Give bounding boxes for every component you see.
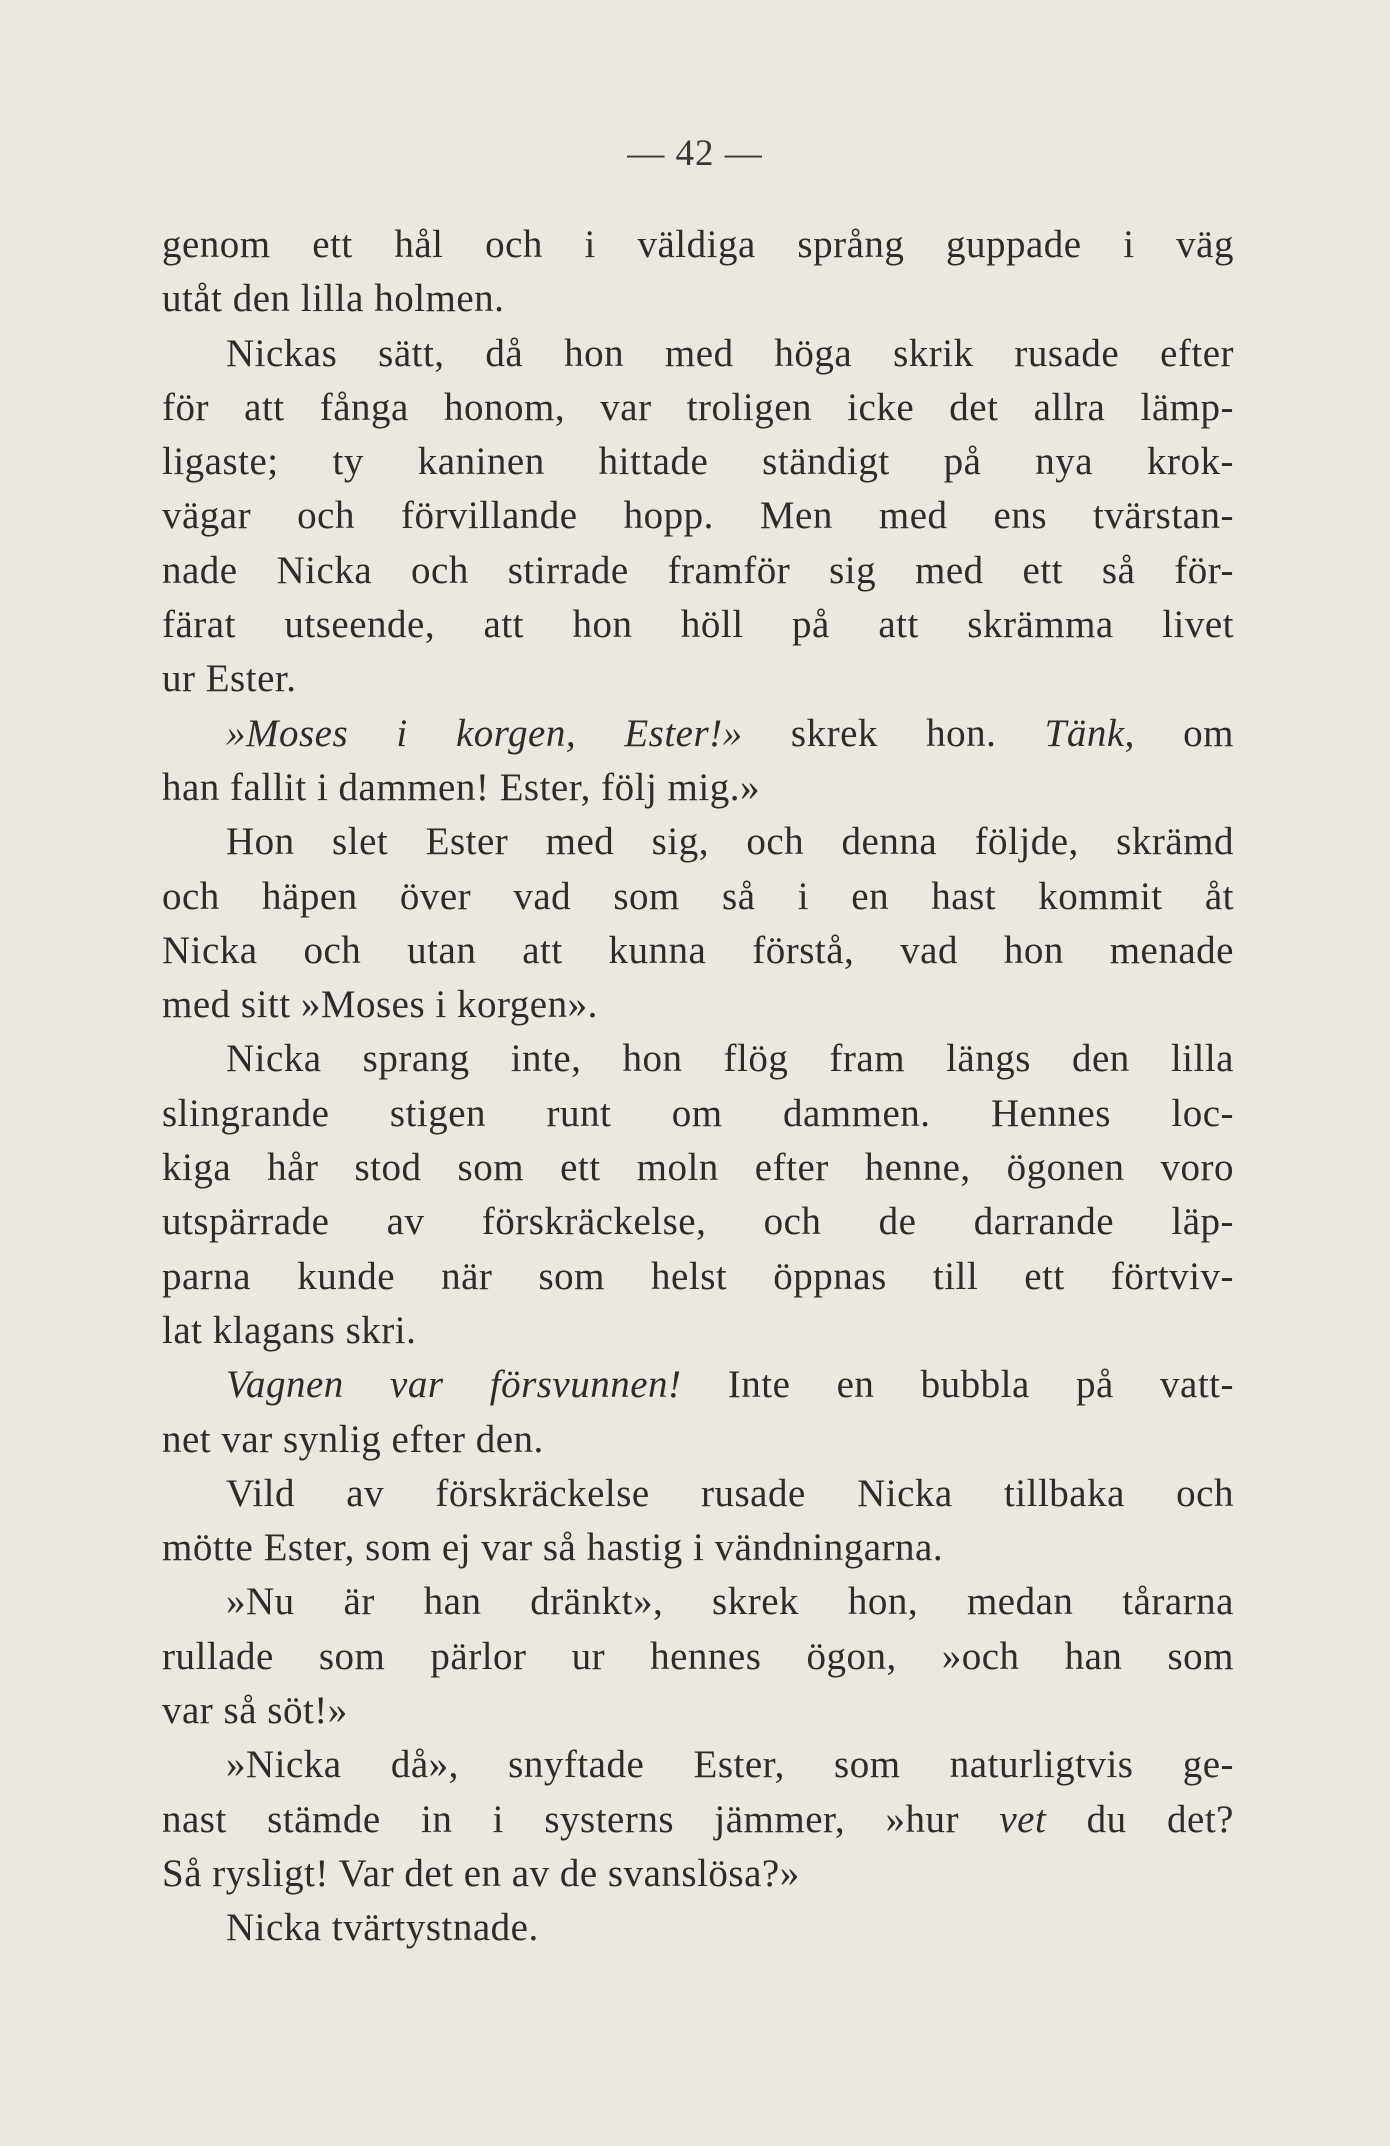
page-number: — 42 — — [627, 133, 763, 174]
text-line: genom ett hål och i väldiga språng guppade i väg — [162, 223, 1234, 266]
text-line: parna kunde när som helst öppnas till ett förtviv- — [162, 1254, 1234, 1298]
text-line: Så rysligt! Var det en av de svanslösa?» — [162, 1851, 800, 1895]
text-line: ligaste; ty kaninen hittade ständigt på nya krok- — [162, 440, 1234, 484]
text-line: utåt den lilla holmen. — [162, 277, 505, 321]
text-line: kiga hår stod som ett moln efter henne, ögonen voro — [162, 1146, 1234, 1190]
text-line: Nicka sprang inte, hon flög fram längs den lilla — [226, 1037, 1234, 1081]
text-line: lat klagans skri. — [162, 1308, 417, 1352]
text-line: »Moses i korgen, Ester!» skrek hon. Tänk, om — [226, 711, 1234, 755]
text-line: »Nicka då», snyftade Ester, som naturligtvis ge- — [226, 1743, 1234, 1787]
text-line: färat utseende, att hon höll på att skrämma livet — [162, 603, 1234, 647]
text-line: Nicka och utan att kunna förstå, vad hon menade — [162, 928, 1234, 972]
text-line: utspärrade av förskräckelse, och de darrande läp- — [162, 1200, 1234, 1244]
text-line: Hon slet Ester med sig, och denna följde, skrämd — [226, 820, 1234, 864]
text-line: Vild av förskräckelse rusade Nicka tillbaka och — [226, 1471, 1234, 1515]
text-line: Vagnen var försvunnen! Inte en bubbla på vatt- — [226, 1363, 1234, 1407]
text-line: rullade som pärlor ur hennes ögon, »och han som — [162, 1634, 1234, 1678]
text-line: med sitt »Moses i korgen». — [162, 983, 598, 1027]
text-line: för att fånga honom, var troligen icke det allra lämp- — [162, 385, 1234, 429]
text-line: slingrande stigen runt om dammen. Hennes loc- — [162, 1091, 1234, 1135]
text-line: ur Ester. — [162, 657, 297, 701]
text-line: nade Nicka och stirrade framför sig med ett så för- — [162, 548, 1234, 592]
text-line: var så söt!» — [162, 1689, 348, 1733]
text-line: net var synlig efter den. — [162, 1417, 544, 1461]
text-line: mötte Ester, som ej var så hastig i vändningarna. — [162, 1526, 944, 1570]
body-text — [162, 218, 1234, 1956]
text-line: nast stämde in i systerns jämmer, »hur vet du det? — [162, 1797, 1234, 1841]
text-line: han fallit i dammen! Ester, följ mig.» — [162, 765, 760, 809]
text-line: Nickas sätt, då hon med höga skrik rusade efter — [226, 331, 1234, 375]
text-line: »Nu är han dränkt», skrek hon, medan tårarna — [226, 1580, 1234, 1624]
text-line: Nicka tvärtystnade. — [226, 1906, 539, 1950]
text-line: och häpen över vad som så i en hast kommit åt — [162, 874, 1234, 918]
text-line: vägar och förvillande hopp. Men med ens tvärstan- — [162, 494, 1234, 538]
